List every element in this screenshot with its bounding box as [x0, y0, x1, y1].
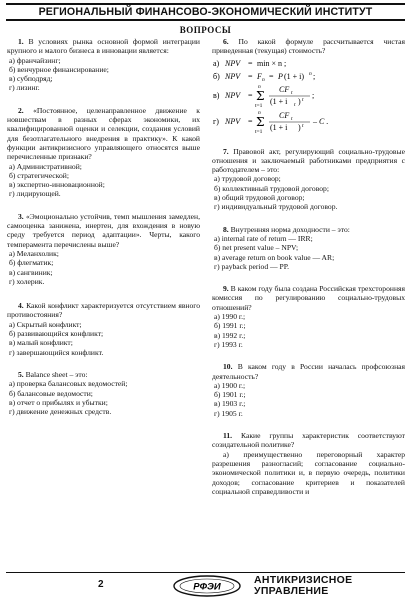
answer-option: г) завершающийся конфликт.: [9, 347, 104, 357]
question-stem: Внутренняя норма доходности – это:: [230, 224, 350, 234]
answer-option: в) отчет о прибылях и убытки;: [9, 397, 108, 407]
equals-sign: =: [269, 71, 274, 81]
question-number: 10.: [223, 362, 233, 372]
sum-lower-limit: t=1: [255, 128, 263, 134]
question-10: [212, 362, 405, 418]
question-stem: Правовой акт, регулирующий социально-трудовые отношения и заключаемый работниками предприятия с работодателем – это:: [212, 146, 405, 175]
page-number: 2: [98, 579, 104, 590]
answer-option: в) 1992 г.;: [214, 330, 246, 340]
equals-sign: =: [248, 90, 253, 100]
left-column: [7, 37, 200, 429]
question-stem: Какой конфликт характеризуется отсутствием явного противостояния?: [7, 301, 200, 320]
question-2: [7, 106, 200, 199]
sum-upper-limit: n: [258, 83, 261, 90]
answer-option: б) балансовые ведомости;: [9, 388, 93, 398]
answer-option: г) индивидуальный трудовой договор.: [214, 202, 338, 212]
equals-sign: =: [248, 58, 253, 68]
superscript-t: t: [302, 122, 304, 129]
answer-option: в) сангвиник;: [9, 267, 53, 277]
question-number: 5.: [18, 369, 24, 379]
question-number: 8.: [223, 224, 229, 234]
formula-option-b: [212, 69, 405, 82]
answer-option: б) венчурное финансирование;: [9, 64, 109, 74]
question-1: [7, 37, 200, 93]
formula-tail: – C .: [313, 116, 329, 126]
question-8: [212, 225, 405, 271]
question-number: 1.: [18, 37, 24, 46]
question-9: [212, 284, 405, 349]
future-value-symbol: F: [257, 71, 262, 81]
answer-option: в) малый конфликт;: [9, 338, 73, 348]
denominator-open: (1 + i: [270, 96, 288, 106]
question-stem: «Эмоционально устойчив, темп мышления замедлен, самооценка занижена, инертен, для вхождения в новую среду требуется период адаптации». Черты, какого темперамента перечислены выше?: [7, 211, 200, 249]
answer-option: а) 1900 г.;: [214, 380, 246, 390]
question-number: 9.: [223, 284, 229, 294]
question-stem: В условиях рынка основной формой интеграции крупного и малого бизнеса в инновации является:: [7, 37, 200, 56]
question-number: 11.: [223, 431, 233, 441]
logo-text: РФЭИ: [193, 581, 221, 593]
question-5: [7, 370, 200, 416]
page-footer: [6, 572, 405, 599]
answer-option: г) лидирующей.: [9, 189, 61, 199]
formula-option-a: [212, 56, 405, 69]
equals-sign: =: [248, 71, 253, 81]
section-title: ВОПРОСЫ: [179, 25, 232, 35]
answer-option: в) average return on book value — AR;: [214, 252, 335, 262]
equals-sign: =: [248, 116, 253, 126]
right-column: [212, 37, 405, 509]
question-6: [212, 37, 405, 134]
question-4: [7, 301, 200, 357]
present-value-symbol: P: [278, 71, 283, 81]
answer-option: а) проверка балансовых ведомостей;: [9, 379, 128, 389]
option-letter: г): [213, 116, 219, 126]
npv-symbol: NPV: [225, 116, 241, 126]
sigma-symbol: Σ: [256, 88, 265, 103]
question-stem: Какие группы характеристик соответствуют созидательной политике?: [212, 431, 405, 450]
formula-d: [212, 108, 402, 134]
answer-option: г) холерик.: [9, 276, 45, 286]
answer-option: б) 1901 г.;: [214, 390, 246, 400]
answer-option: б) стратегической;: [9, 170, 69, 180]
question-3: [7, 212, 200, 286]
npv-symbol: NPV: [225, 90, 241, 100]
question-stem: Balance sheet – это:: [25, 369, 88, 379]
formula-option-d: [212, 108, 405, 134]
answer-option: г) лизинг.: [9, 83, 40, 93]
sum-upper-limit: n: [258, 109, 261, 116]
answer-option: б) развивающийся конфликт;: [9, 329, 104, 339]
question-number: 6.: [223, 37, 229, 46]
answer-option: б) коллективный трудовой договор;: [214, 183, 329, 193]
cash-flow-symbol: CF: [279, 110, 290, 120]
question-number: 7.: [223, 146, 229, 156]
question-number: 4.: [18, 301, 24, 311]
formula-rhs: min × n ;: [257, 58, 287, 68]
journal-title-line-2: УПРАВЛЕНИЕ: [254, 585, 329, 597]
superscript-n: n: [309, 70, 312, 77]
answer-option: а) Административной;: [9, 161, 82, 171]
formula-a: [212, 56, 402, 69]
answer-option: а) Меланхолик;: [9, 248, 59, 258]
subscript-t: t: [294, 101, 296, 108]
question-stem: «Постоянное, целенаправленное движение к новшествам в разных сферах экономики, их квалифицированной оценки и селекции, создания условий для безотлагательного внедрения в практику». К какой функции антикризисного управляющего относятся выше перечисленные признаки?: [7, 105, 200, 162]
institute-header: РЕГИОНАЛЬНЫЙ ФИНАНСОВО-ЭКОНОМИЧЕСКИЙ ИНСТИТУТ: [6, 3, 405, 21]
answer-option: а) 1990 г.;: [214, 312, 246, 322]
sigma-symbol: Σ: [256, 114, 265, 129]
option-letter: в): [213, 90, 220, 100]
answer-option: г) движение денежных средств.: [9, 407, 112, 417]
question-stem: В каком году в России началась профсоюзная деятельность?: [212, 362, 405, 381]
answer-option: а) франчайзинг;: [9, 55, 61, 65]
answer-option: а) Скрытый конфликт;: [9, 319, 82, 329]
journal-title-line-1: АНТИКРИЗИСНОЕ: [254, 574, 353, 586]
answer-option: г) 1993 г.: [214, 339, 243, 349]
npv-symbol: NPV: [225, 71, 241, 81]
superscript-t: t: [302, 96, 304, 103]
formula-c: [212, 82, 402, 108]
option-letter: б): [213, 71, 220, 81]
sum-lower-limit: t=1: [255, 102, 263, 108]
denominator-open: (1 + i: [270, 122, 288, 132]
answer-option: б) 1991 г.;: [214, 321, 246, 331]
answer-option: в) субподряд;: [9, 74, 53, 84]
rfei-logo-icon: [172, 575, 242, 597]
question-number: 3.: [18, 211, 24, 221]
answer-option: б) флегматик;: [9, 258, 54, 268]
journal-title: [254, 575, 352, 597]
answer-option: г) 1905 г.: [214, 408, 243, 418]
subscript-n: n: [262, 76, 265, 82]
npv-symbol: NPV: [225, 58, 241, 68]
subscript-t: t: [291, 89, 293, 96]
answer-option: а) преимущественно переговорный характер разрешения разногласий; согласование социально-экономической политики и, в первую очередь, политики доходов; согласование критериев и показателей социальной справедливости и: [212, 449, 405, 496]
denominator-close: ): [298, 122, 301, 132]
semicolon: ;: [312, 90, 315, 100]
denominator-close: ): [298, 96, 301, 106]
answer-option: б) net present value – NPV;: [214, 243, 299, 253]
question-7: [212, 147, 405, 212]
question-stem: В каком году была создана Российская трехсторонняя комиссия по регулированию социально-трудовых отношений?: [212, 284, 406, 312]
formula-option-c: [212, 82, 405, 108]
answer-option: а) трудовой договор;: [214, 174, 281, 184]
answer-option: а) internal rate of return — IRR;: [214, 233, 313, 243]
question-stem: По какой формуле рассчитывается чистая приведенная (текущая) стоимость?: [212, 37, 405, 56]
answer-option: в) экспертно-инновационной;: [9, 180, 105, 190]
growth-factor: (1 + i): [284, 71, 305, 81]
question-11: [212, 431, 405, 496]
option-letter: а): [213, 58, 220, 68]
answer-option: в) общий трудовой договор;: [214, 193, 305, 203]
semicolon: ;: [313, 71, 316, 81]
cash-flow-symbol: CF: [279, 84, 290, 94]
answer-option: в) 1903 г.;: [214, 399, 246, 409]
formula-b: [212, 69, 402, 82]
question-number: 2.: [18, 105, 24, 115]
subscript-t: t: [291, 115, 293, 122]
answer-option: г) payback period — PP.: [214, 261, 290, 271]
